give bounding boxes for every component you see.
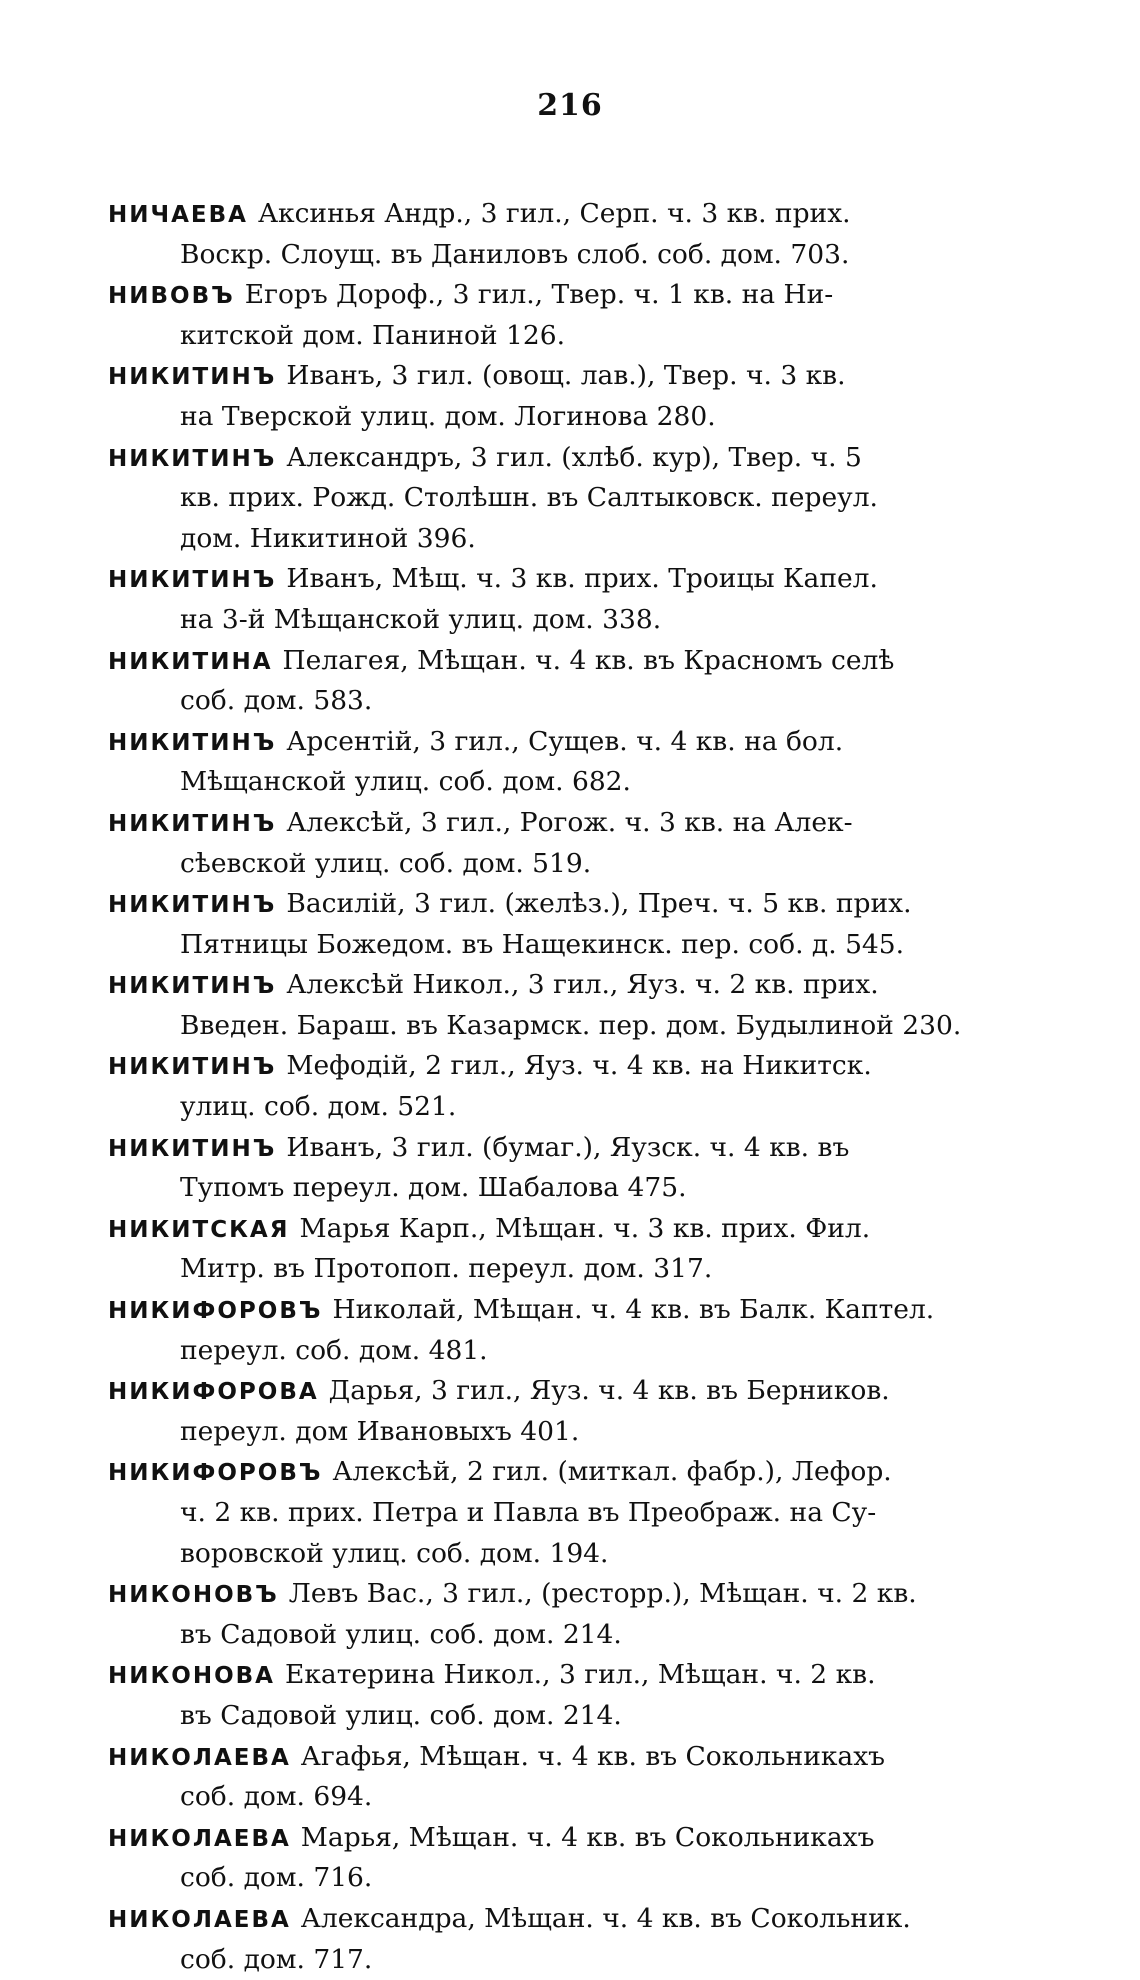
entry-first-line [108, 1899, 1018, 1940]
directory-entry [108, 1899, 1018, 1980]
entry-continuation-line: на 3-й Мѣщанской улиц. дом. 338. [180, 603, 662, 635]
entry-first-line [108, 722, 1018, 763]
directory-entry [108, 1128, 1018, 1209]
entry-text: Алексѣй Никол., 3 гил., Яуз. ч. 2 кв. прих. [286, 969, 879, 1001]
entry-continuation-line: на Тверской улиц. дом. Логинова 280. [180, 400, 716, 432]
entry-surname: НИКИФОРОВА [108, 1379, 319, 1406]
entry-first-line [108, 1209, 1018, 1250]
entry-first-line [108, 1046, 1018, 1087]
entry-first-line [108, 1737, 1018, 1778]
entry-continuation-line: Пятницы Божедом. въ Нащекинск. пер. соб. д. 545. [180, 928, 905, 960]
entry-first-line [108, 194, 1018, 235]
entry-text: Марья Карп., Мѣщан. ч. 3 кв. прих. Фил. [299, 1212, 871, 1244]
entry-continuation-line: соб. дом. 716. [180, 1862, 373, 1894]
entry-continuation-line: улиц. соб. дом. 521. [180, 1091, 457, 1123]
directory-entry [108, 1452, 1018, 1574]
entry-surname: НИКОНОВА [108, 1663, 275, 1690]
page-number: 216 [537, 88, 603, 123]
entry-first-line [108, 356, 1018, 397]
entry-continuation-line: соб. дом. 717. [180, 1943, 373, 1975]
entry-text: Арсентій, 3 гил., Сущев. ч. 4 кв. на бол. [286, 725, 844, 757]
entry-surname: НИКИТИНЪ [108, 1054, 277, 1081]
entry-text: Василій, 3 гил. (желѣз.), Преч. ч. 5 кв. прих. [286, 888, 912, 920]
directory-entry [108, 884, 1018, 965]
directory-entry [108, 1046, 1018, 1127]
entry-text: Иванъ, 3 гил. (овощ. лав.), Твер. ч. 3 кв. [286, 360, 846, 392]
entry-surname: НИКИТИНЪ [108, 567, 277, 594]
directory-entry [108, 641, 1018, 722]
entry-continuation-line: Тупомъ переул. дом. Шабалова 475. [180, 1172, 687, 1204]
entry-first-line [108, 1574, 1018, 1615]
directory-entry [108, 965, 1018, 1046]
entry-text: Алексѣй, 3 гил., Рогож. ч. 3 кв. на Алек- [286, 806, 853, 838]
directory-entry [108, 438, 1018, 560]
entry-text: Иванъ, 3 гил. (бумаг.), Яузск. ч. 4 кв. въ [286, 1131, 850, 1163]
entry-text: Александръ, 3 гил. (хлѣб. кур), Твер. ч. 5 [286, 441, 862, 473]
entry-continuation-line: соб. дом. 694. [180, 1781, 373, 1813]
entry-first-line [108, 803, 1018, 844]
entry-continuation-line: дом. Никитиной 396. [180, 522, 476, 554]
entry-text: Левъ Вас., 3 гил., (ресторр.), Мѣщан. ч. 2 кв. [288, 1578, 917, 1610]
entry-text: Егоръ Дороф., 3 гил., Твер. ч. 1 кв. на Ни- [244, 279, 834, 311]
entry-first-line [108, 1371, 1018, 1412]
entry-first-line [108, 275, 1018, 316]
entry-continuation-line: кв. прих. Рожд. Столѣшн. въ Салтыковск. переул. [180, 482, 878, 514]
entry-continuation-line: Митр. въ Протопоп. переул. дом. 317. [180, 1253, 713, 1285]
entry-first-line [108, 1655, 1018, 1696]
entry-surname: НИЧАЕВА [108, 202, 248, 228]
entry-continuation-line: Мѣщанской улиц. соб. дом. 682. [180, 766, 631, 798]
directory-entries [108, 194, 1018, 1980]
directory-entry [108, 1209, 1018, 1290]
directory-entry [108, 1371, 1018, 1452]
entry-surname: НИКОЛАЕВА [108, 1906, 291, 1933]
entry-surname: НИКИТИНЪ [108, 364, 277, 391]
entry-text: Александра, Мѣщан. ч. 4 кв. въ Сокольник. [300, 1902, 911, 1934]
entry-surname: НИКИТСКАЯ [108, 1216, 290, 1243]
directory-entry [108, 559, 1018, 640]
entry-surname: НИВОВЪ [108, 283, 235, 310]
directory-entry [108, 1574, 1018, 1655]
entry-surname: НИКОЛАЕВА [108, 1825, 291, 1852]
entry-surname: НИКИФОРОВЪ [108, 1460, 323, 1487]
entry-first-line [108, 1452, 1018, 1493]
entry-surname: НИКИТИНЪ [108, 973, 277, 1000]
entry-first-line [108, 641, 1018, 682]
entry-text: Аксинья Андр., 3 гил., Серп. ч. 3 кв. прих. [257, 198, 851, 229]
entry-continuation-line: переул. дом Ивановыхъ 401. [180, 1415, 580, 1447]
directory-entry [108, 356, 1018, 437]
entry-surname: НИКИТИНЪ [108, 1135, 277, 1162]
entry-first-line [108, 559, 1018, 600]
entry-text: Марья, Мѣщан. ч. 4 кв. въ Сокольникахъ [300, 1821, 875, 1853]
entry-text: Агафья, Мѣщан. ч. 4 кв. въ Сокольникахъ [300, 1740, 886, 1772]
entry-continuation-line: въ Садовой улиц. соб. дом. 214. [180, 1699, 622, 1731]
entry-text: Мефодій, 2 гил., Яуз. ч. 4 кв. на Никитск. [286, 1050, 872, 1082]
entry-surname: НИКИТИНЪ [108, 810, 277, 837]
directory-entry [108, 275, 1018, 356]
entry-continuation-line: соб. дом. 583. [180, 685, 373, 717]
directory-entry [108, 1737, 1018, 1818]
entry-surname: НИКОНОВЪ [108, 1582, 279, 1609]
entry-text: Екатерина Никол., 3 гил., Мѣщан. ч. 2 кв. [284, 1659, 876, 1691]
entry-continuation-line: ч. 2 кв. прих. Петра и Павла въ Преображ. на Су- [180, 1497, 877, 1528]
entry-surname: НИКИТИНЪ [108, 445, 277, 472]
entry-text: Иванъ, Мѣщ. ч. 3 кв. прих. Троицы Капел. [286, 563, 878, 595]
entry-continuation-line: въ Садовой улиц. соб. дом. 214. [180, 1618, 622, 1650]
entry-first-line [108, 884, 1018, 925]
entry-surname: НИКИФОРОВЪ [108, 1298, 323, 1325]
entry-continuation-line: Воскр. Слоущ. въ Даниловъ слоб. соб. дом. 703. [180, 238, 850, 270]
directory-entry [108, 1818, 1018, 1899]
entry-continuation-line: воровской улиц. соб. дом. 194. [180, 1537, 609, 1569]
entry-first-line [108, 438, 1018, 479]
directory-entry [108, 1655, 1018, 1736]
entry-text: Дарья, 3 гил., Яуз. ч. 4 кв. въ Берников. [328, 1375, 890, 1407]
entry-first-line [108, 1290, 1018, 1331]
entry-first-line [108, 1128, 1018, 1169]
entry-continuation-line: Введен. Бараш. въ Казармск. пер. дом. Будылиной 230. [180, 1009, 962, 1041]
entry-text: Алексѣй, 2 гил. (миткал. фабр.), Лефор. [332, 1456, 892, 1488]
entry-continuation-line: китской дом. Паниной 126. [180, 319, 566, 351]
entry-first-line [108, 965, 1018, 1006]
entry-surname: НИКИТИНЪ [108, 729, 277, 756]
entry-text: Пелагея, Мѣщан. ч. 4 кв. въ Красномъ селѣ [282, 644, 895, 676]
directory-entry [108, 194, 1018, 275]
entry-surname: НИКИТИНА [108, 648, 273, 675]
entry-surname: НИКОЛАЕВА [108, 1744, 291, 1771]
directory-entry [108, 1290, 1018, 1371]
directory-entry [108, 803, 1018, 884]
entry-first-line [108, 1818, 1018, 1859]
entry-surname: НИКИТИНЪ [108, 892, 277, 919]
entry-continuation-line: сѣевской улиц. соб. дом. 519. [180, 847, 592, 879]
entry-text: Николай, Мѣщан. ч. 4 кв. въ Балк. Каптел. [332, 1294, 935, 1326]
directory-entry [108, 722, 1018, 803]
entry-continuation-line: переул. соб. дом. 481. [180, 1334, 488, 1366]
